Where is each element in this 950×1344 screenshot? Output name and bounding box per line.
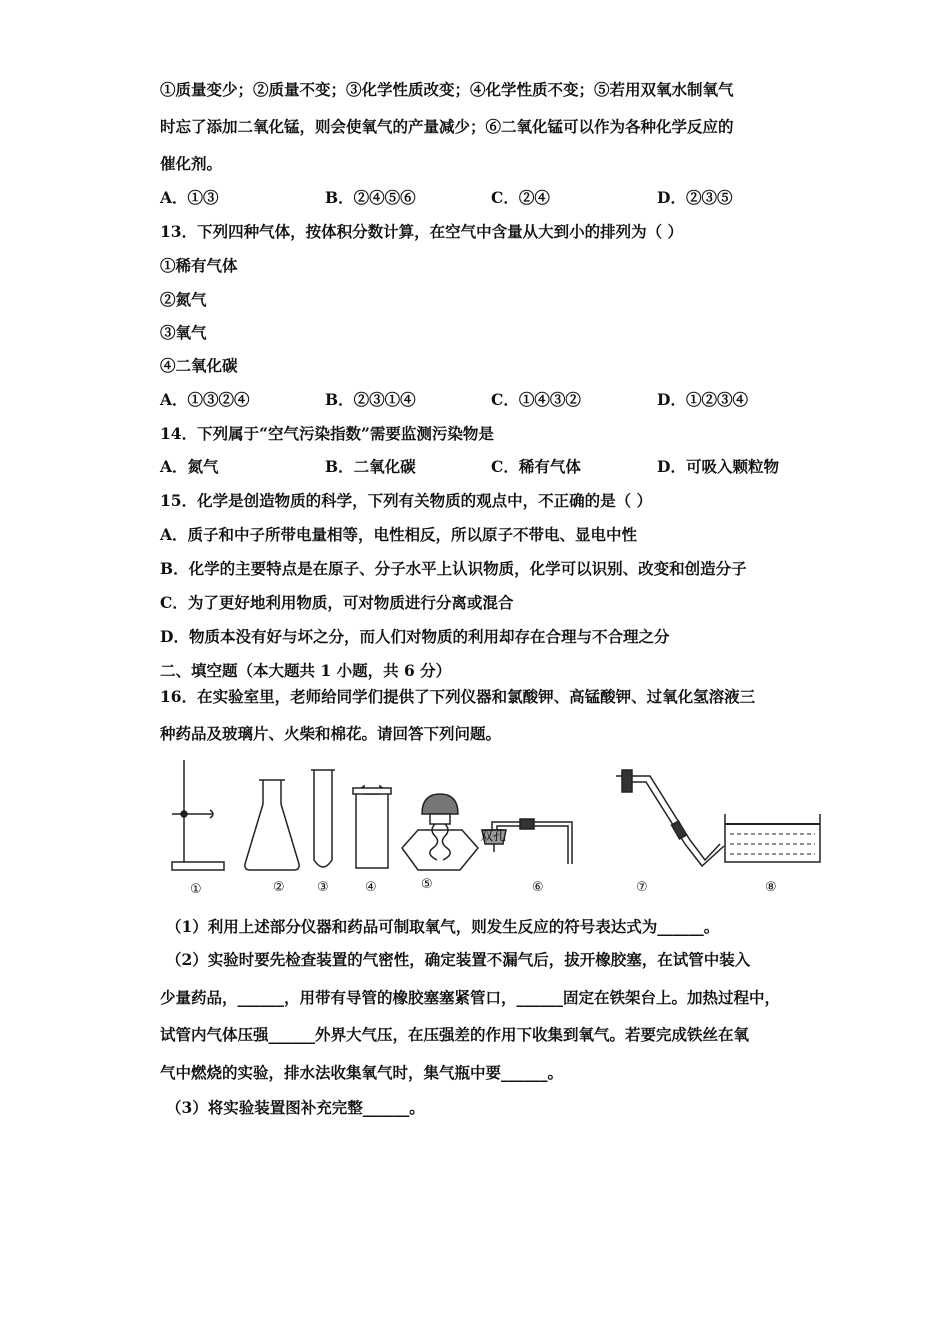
bent-tube-drawing xyxy=(616,770,724,866)
figure-label-7: ⑦ xyxy=(636,880,648,895)
q14-option-a[interactable]: A．氮气 xyxy=(160,457,219,476)
q15-option-a[interactable]: A．质子和中子所带电量相等，电性相反，所以原子不带电、显电中性 xyxy=(160,525,638,544)
figure-label-8: ⑧ xyxy=(765,880,777,895)
figure-label-2: ② xyxy=(273,880,285,895)
q12-line-1: ①质量变少；②质量不变；③化学性质改变；④化学性质不变；⑤若用双氧水制氧气 xyxy=(160,80,734,99)
q15-stem: 15．化学是创造物质的科学，下列有关物质的观点中，不正确的是（ ） xyxy=(160,491,652,510)
q14-option-c[interactable]: C．稀有气体 xyxy=(491,457,581,476)
q16-stem-2: 种药品及玻璃片、火柴和棉花。请回答下列问题。 xyxy=(160,724,502,743)
q13-item-4: ④二氧化碳 xyxy=(160,356,238,375)
q12-option-c[interactable]: C．②④ xyxy=(491,188,550,207)
q16-part-2-line-4: 气中燃烧的实验，排水法收集氧气时，集气瓶中要______。 xyxy=(160,1063,564,1082)
figure-text-two-hole: 双孔 xyxy=(480,829,507,844)
q12-option-a[interactable]: A．①③ xyxy=(160,188,219,207)
q12-line-3: 催化剂。 xyxy=(160,154,223,173)
q15-option-d[interactable]: D．物质本没有好与坏之分，而人们对物质的利用却存在合理与不合理之分 xyxy=(160,627,670,646)
alcohol-lamp-drawing xyxy=(402,794,478,870)
q16-part-2-line-2: 少量药品，______，用带有导管的橡胶塞塞紧管口，______固定在铁架台上。加热过程中， xyxy=(160,988,781,1007)
q13-option-c[interactable]: C．①④③② xyxy=(491,390,581,409)
q12-option-b[interactable]: B．②④⑤⑥ xyxy=(325,188,416,207)
q16-part-2-line-1: （2）实验时要先检查装置的气密性，确定装置不漏气后，拔开橡胶塞，在试管中装入 xyxy=(166,950,751,969)
figure-label-3: ③ xyxy=(317,880,329,895)
test-tube-drawing xyxy=(311,770,335,867)
q13-option-a[interactable]: A．①③②④ xyxy=(160,390,250,409)
q12-line-2: 时忘了添加二氧化锰，则会使氧气的产量减少；⑥二氧化锰可以作为各种化学反应的 xyxy=(160,117,734,136)
q16-stem-1: 16．在实验室里，老师给同学们提供了下列仪器和氯酸钾、高锰酸钾、过氧化氢溶液三 xyxy=(160,687,756,706)
figure-label-6: ⑥ xyxy=(532,880,544,895)
section-2-title: 二、填空题（本大题共 1 小题，共 6 分） xyxy=(160,661,452,680)
q16-part-3: （3）将实验装置图补充完整______。 xyxy=(166,1098,425,1117)
q15-option-b[interactable]: B．化学的主要特点是在原子、分子水平上认识物质，化学可以识别、改变和创造分子 xyxy=(160,559,747,578)
q13-stem: 13．下列四种气体，按体积分数计算，在空气中含量从大到小的排列为（ ） xyxy=(160,222,683,241)
q13-item-3: ③氧气 xyxy=(160,323,207,342)
figure-label-5: ⑤ xyxy=(421,877,433,892)
q14-stem: 14．下列属于“空气污染指数”需要监测污染物是 xyxy=(160,424,494,443)
apparatus-figure xyxy=(160,752,825,900)
conical-flask-drawing xyxy=(245,780,299,870)
water-trough-drawing xyxy=(725,814,820,862)
q13-item-1: ①稀有气体 xyxy=(160,256,238,275)
figure-label-4: ④ xyxy=(365,880,377,895)
q13-option-d[interactable]: D．①②③④ xyxy=(657,390,748,409)
q16-part-2-line-3: 试管内气体压强______外界大气压，在压强差的作用下收集到氧气。若要完成铁丝在氧 xyxy=(160,1025,750,1044)
figure-label-1: ① xyxy=(190,882,202,897)
q15-option-c[interactable]: C．为了更好地利用物质，可对物质进行分离或混合 xyxy=(160,593,514,612)
q14-option-d[interactable]: D．可吸入颗粒物 xyxy=(657,457,779,476)
gas-bottle-drawing xyxy=(353,786,391,868)
q13-item-2: ②氮气 xyxy=(160,290,207,309)
q16-part-1: （1）利用上述部分仪器和药品可制取氧气，则发生反应的符号表达式为______。 xyxy=(166,917,720,936)
q14-option-b[interactable]: B．二氧化碳 xyxy=(325,457,416,476)
q12-option-d[interactable]: D．②③⑤ xyxy=(657,188,733,207)
q13-option-b[interactable]: B．②③①④ xyxy=(325,390,416,409)
iron-stand-drawing xyxy=(172,760,224,870)
